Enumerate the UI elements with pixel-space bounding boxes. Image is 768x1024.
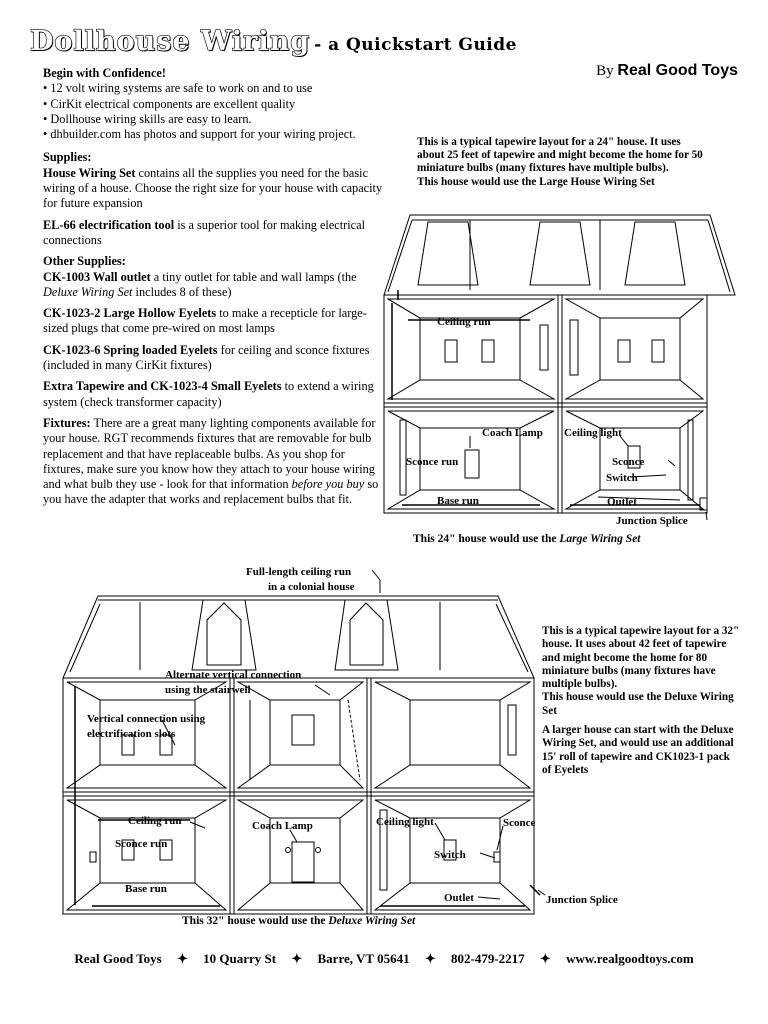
footer-address: 10 Quarry St — [203, 951, 277, 966]
house32-drawing — [63, 596, 540, 914]
diagram-labels — [87, 316, 688, 906]
label-coach-lamp-24: Coach Lamp — [482, 427, 543, 439]
fixtures-paragraph: Fixtures: There are a great many lighting components available for your house. RGT recommends fixtures that are removable for bulb replacement and that have replaceable bulbs. As you shop for fixtures, make sure you know how they attach to your house wiring and what bulb they use - look for that information before you buy so you have the adapter that works and replacement bulbs that fit. — [43, 415, 379, 507]
house24-drawing — [384, 215, 735, 513]
el66-paragraph: EL-66 electrification tool is a superior tool for making electrical connections — [43, 217, 366, 247]
label-ceiling-light-24: Ceiling light — [564, 427, 622, 439]
label-alt-vertical-2: using the stairwell — [165, 684, 251, 696]
label-outlet-32: Outlet — [444, 892, 474, 904]
label-vertical-slots: Vertical connection using — [87, 713, 206, 725]
label-ceiling-run-32: Ceiling run — [128, 815, 182, 827]
extra-paragraph: Extra Tapewire and CK-1023-4 Small Eyelets to extend a wiring system (check transformer capacity) — [43, 379, 374, 409]
footer-company: Real Good Toys — [74, 951, 162, 966]
house32-bottom-caption: This 32" house would use the Deluxe Wiring Set — [182, 915, 416, 927]
house-set-paragraph: House Wiring Set contains all the supplies you need for the basic wiring of a house. Choose the right size for your house with capacity for future expansion — [43, 165, 383, 211]
list-item: • CirKit electrical components are excellent quality — [43, 97, 388, 112]
label-ceiling-run-24: Ceiling run — [437, 316, 491, 328]
label-coach-lamp-32: Coach Lamp — [252, 820, 313, 832]
label-switch-32: Switch — [434, 849, 466, 861]
footer-sep: ✦ — [176, 951, 188, 966]
footer-sep: ✦ — [424, 951, 436, 966]
ck1023-2-paragraph: CK-1023-2 Large Hollow Eyelets to make a recepticle for large-sized plugs that come pre-wired on most lamps — [43, 306, 367, 336]
footer-sep: ✦ — [539, 951, 551, 966]
house24-caption: This is a typical tapewire layout for a 24" house. It uses about 25 feet of tapewire and might become the home for 50 miniature bulbs (many fixtures have multiple bulbs). This house would use the Large House Wiring Set — [417, 136, 703, 188]
label-base-run-32: Base run — [125, 883, 167, 895]
label-full-run-2: in a colonial house — [268, 581, 355, 593]
title-main: Dollhouse Wiring — [30, 26, 311, 57]
byline: By Real Good Toys — [596, 62, 738, 79]
house32-caption: This is a typical tapewire layout for a 32" house. It uses about 42 feet of tapewire and might become the home for 80 miniature bulbs (many fixtures have multiple bulbs). This house would use the Deluxe Wiring Set A larger house can start with the Deluxe Wiring Set, and would use an additional 15' roll of tapewire and CK1023-1 pack of Eyelets — [542, 625, 740, 776]
label-outlet-24: Outlet — [607, 496, 637, 508]
footer-city: Barre, VT 05641 — [317, 951, 410, 966]
list-item: • 12 volt wiring systems are safe to work on and to use — [43, 81, 388, 96]
brand-name: Real Good Toys — [617, 62, 738, 79]
footer-phone: 802-479-2217 — [451, 951, 525, 966]
list-item: • dhbuilder.com has photos and support for your wiring project. — [43, 127, 388, 142]
label-base-run-24: Base run — [437, 495, 479, 507]
footer-sep: ✦ — [291, 951, 303, 966]
title-subtitle: - a Quickstart Guide — [314, 35, 517, 55]
list-item: • Dollhouse wiring skills are easy to learn. — [43, 112, 388, 127]
label-sconce-24: Sconce — [612, 456, 645, 468]
label-sconce-32: Sconce — [503, 817, 536, 829]
footer-web: www.realgoodtoys.com — [566, 951, 694, 966]
label-switch-24: Switch — [606, 472, 638, 484]
intro-heading: Begin with Confidence! — [43, 66, 166, 80]
supplies-heading: Supplies: — [43, 150, 92, 165]
label-sconce-run-24: Sconce run — [406, 456, 459, 468]
label-ceiling-light-32: Ceiling light — [376, 816, 434, 828]
house24-bottom-caption: This 24" house would use the Large Wiring Set — [413, 533, 641, 545]
label-full-run: Full-length ceiling run — [246, 566, 352, 578]
ck1003-paragraph: CK-1003 Wall outlet a tiny outlet for table and wall lamps (the Deluxe Wiring Set includes 8 of these) — [43, 269, 357, 299]
footer — [0, 951, 768, 967]
label-sconce-run-32: Sconce run — [115, 838, 168, 850]
label-vertical-slots-2: electrification slots — [87, 728, 176, 740]
label-junction-24: Junction Splice — [616, 515, 688, 527]
other-supplies-heading: Other Supplies: — [43, 254, 126, 269]
label-alt-vertical: Alternate vertical connection — [165, 669, 302, 681]
ck1023-6-paragraph: CK-1023-6 Spring loaded Eyelets for ceiling and sconce fixtures (included in many CirKit fixtures) — [43, 342, 370, 373]
label-junction-32: Junction Splice — [546, 894, 618, 906]
